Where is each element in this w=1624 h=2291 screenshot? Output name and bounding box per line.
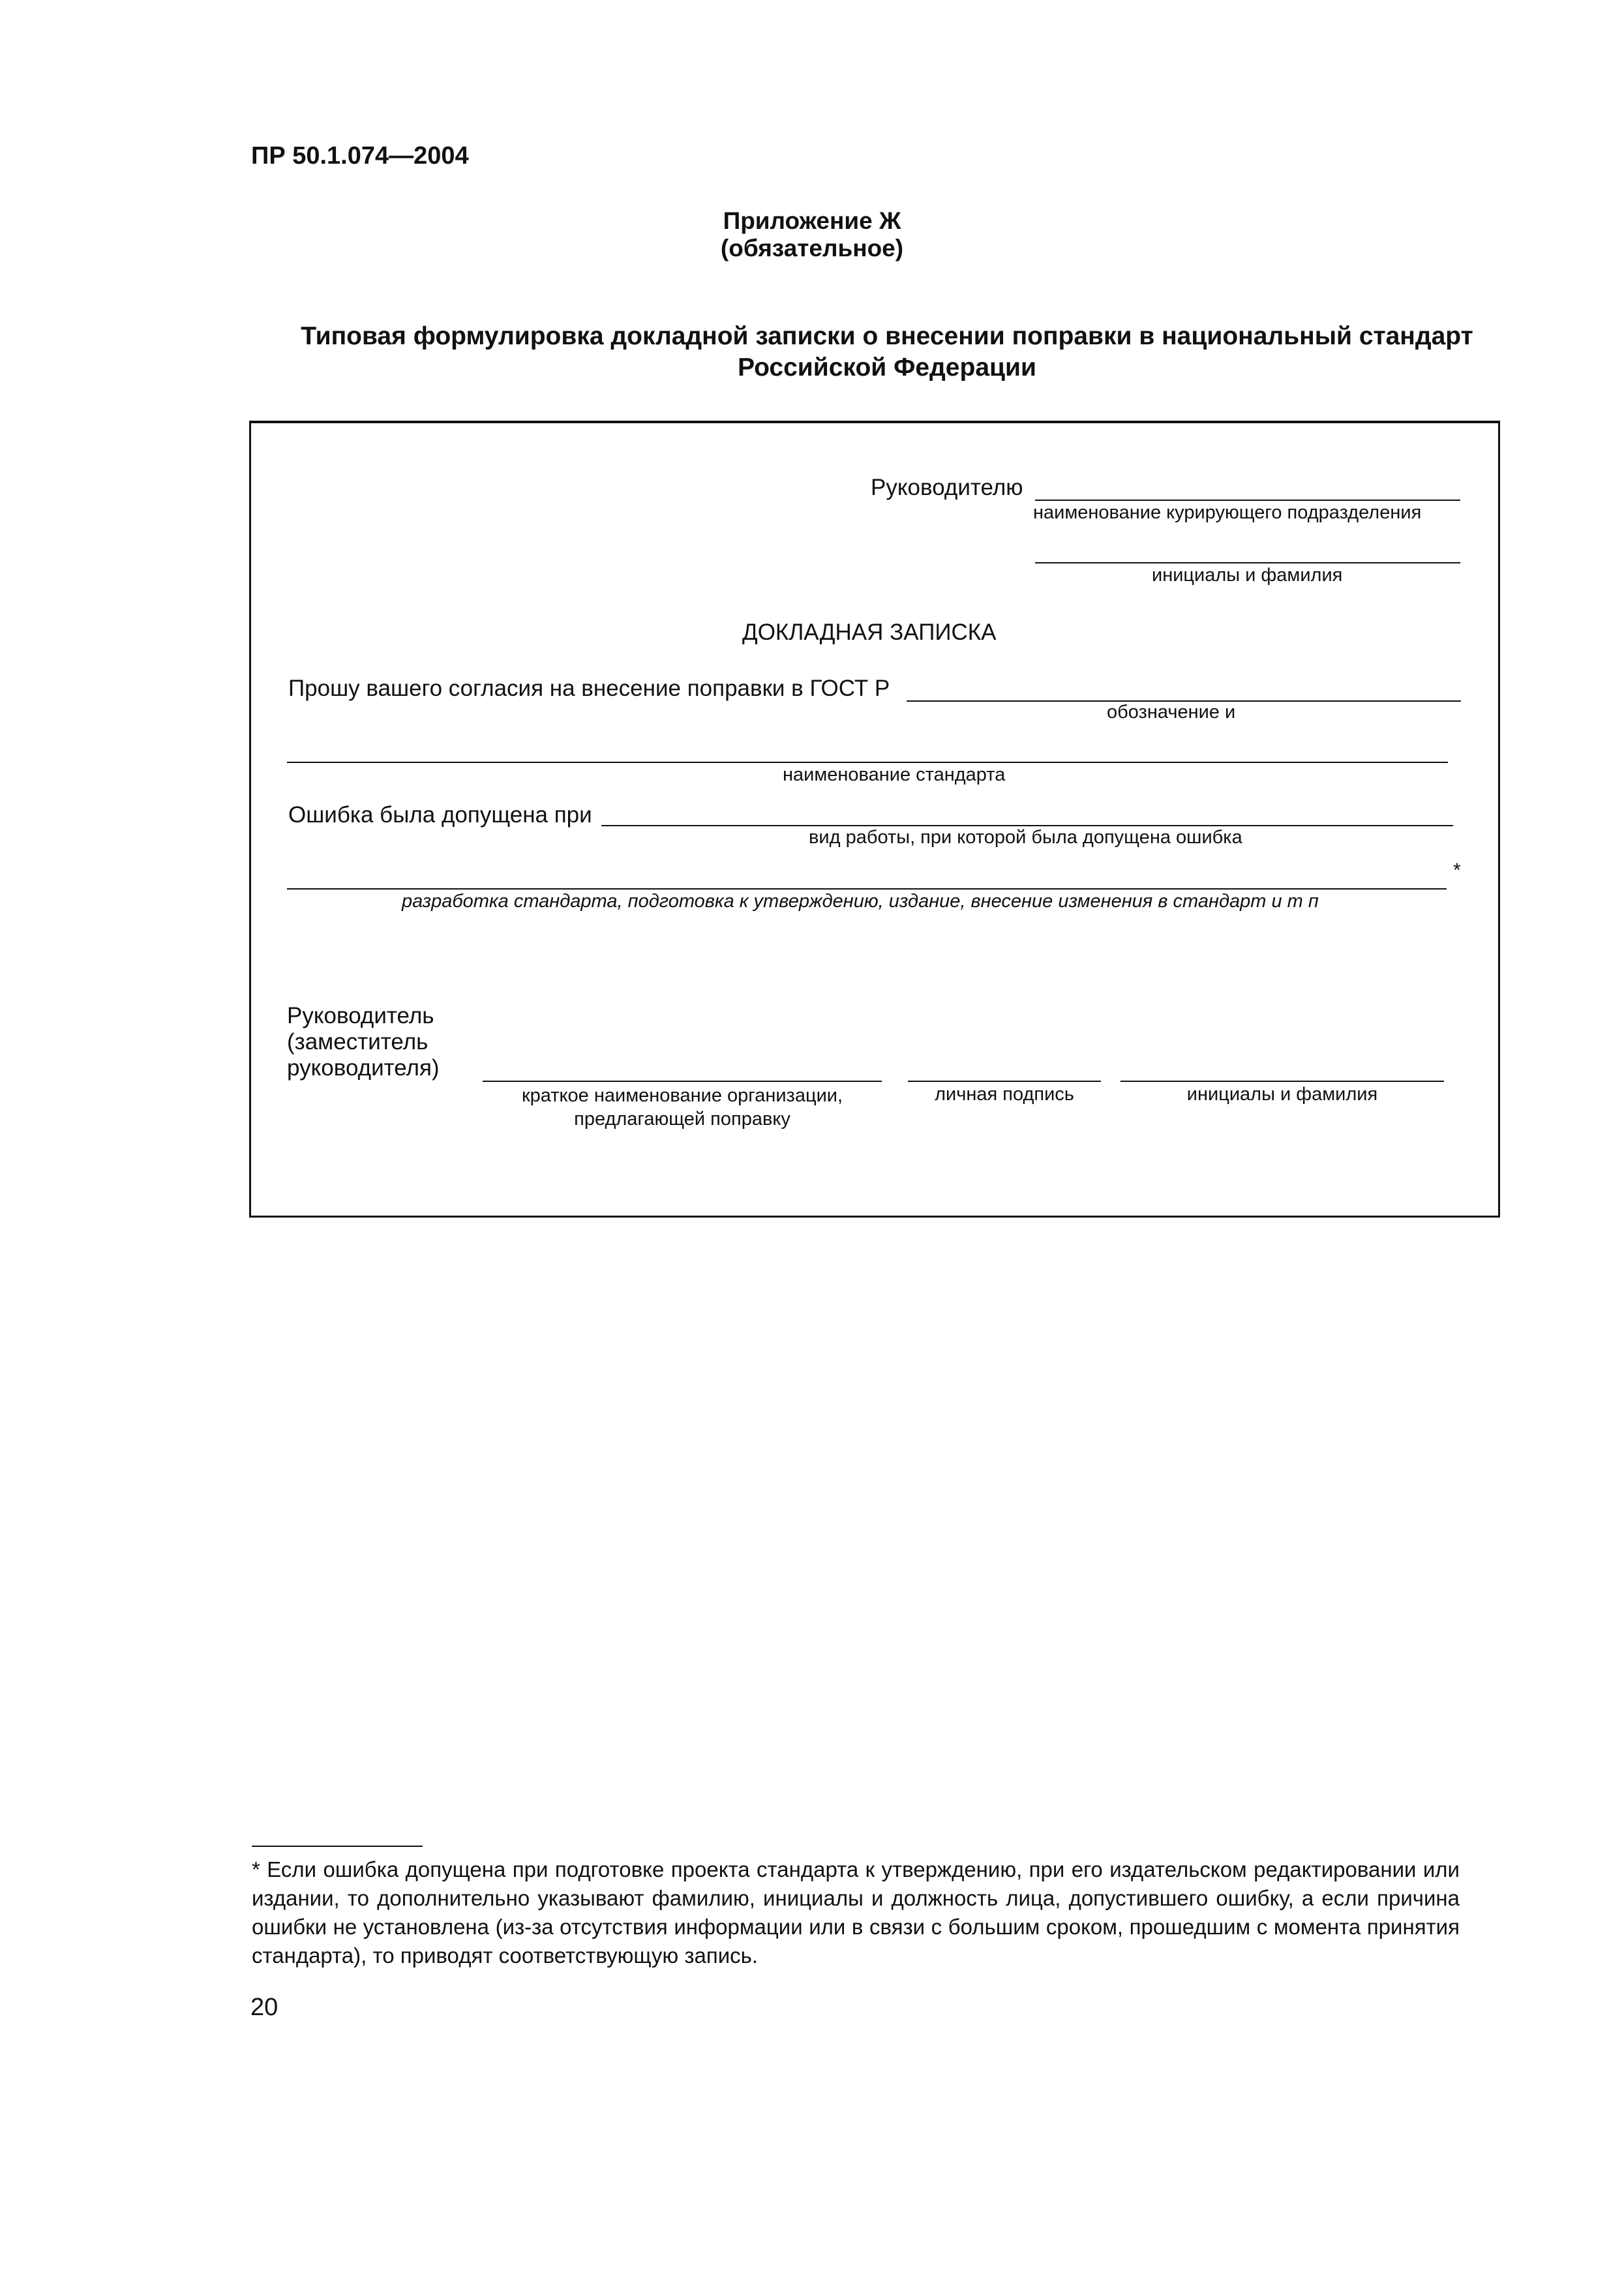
work-examples-line[interactable] <box>287 888 1447 890</box>
work-examples-caption: разработка стандарта, подготовка к утверждению, издание, внесение изменения в стандарт и т п <box>402 891 1319 912</box>
appendix-status: (обязательное) <box>720 235 904 262</box>
error-label: Ошибка была допущена при <box>288 802 592 828</box>
work-type-line[interactable] <box>601 825 1453 826</box>
signature-caption: личная подпись <box>935 1084 1074 1105</box>
organization-line[interactable] <box>483 1081 882 1082</box>
main-title-line-2: Российской Федерации <box>738 353 1036 382</box>
page-number: 20 <box>250 1994 278 2021</box>
work-type-caption: вид работы, при которой была допущена ошибка <box>809 827 1242 848</box>
signer-initials-caption: инициалы и фамилия <box>1186 1084 1378 1105</box>
main-title-line-1: Типовая формулировка докладной записки о внесении поправки в национальный стандарт <box>301 322 1473 350</box>
signer-label-line-3: руководителя) <box>287 1055 440 1081</box>
signer-initials-line[interactable] <box>1120 1081 1444 1082</box>
organization-caption <box>483 1084 882 1131</box>
standard-designation-caption: обозначение и <box>1107 702 1236 723</box>
signer-label <box>287 1003 440 1081</box>
standard-name-caption: наименование стандарта <box>783 764 1006 785</box>
memo-title: ДОКЛАДНАЯ ЗАПИСКА <box>742 620 997 645</box>
addressee-initials-line[interactable] <box>1035 562 1460 563</box>
footnote-text: * Если ошибка допущена при подготовке проекта стандарта к утверждению, при его издательском редактировании или издании, то дополнительно указывают фамилию, инициалы и должность лица, допустившего ошибку, а если причина ошибки не установлена (из-за отсутствия информации или в связи с большим сроком, прошедшим с момента принятия стандарта), то приводят соответствующую запись. <box>252 1857 1460 1968</box>
appendix-title: Приложение Ж <box>723 207 901 234</box>
addressee-unit-caption: наименование курирующего подразделения <box>1033 502 1422 523</box>
addressee-label: Руководителю <box>871 475 1023 500</box>
request-text: Прошу вашего согласия на внесение поправки в ГОСТ Р <box>288 676 890 701</box>
signature-line[interactable] <box>908 1081 1101 1082</box>
footnote-separator <box>252 1846 423 1847</box>
signer-label-line-1: Руководитель <box>287 1003 434 1028</box>
footnote-marker: * <box>1453 860 1461 881</box>
signer-label-line-2: (заместитель <box>287 1029 429 1055</box>
organization-caption-line-1: краткое наименование организации, <box>521 1085 843 1106</box>
organization-caption-line-2: предлагающей поправку <box>574 1109 790 1130</box>
addressee-initials-caption: инициалы и фамилия <box>1152 565 1343 586</box>
main-title <box>248 321 1526 383</box>
addressee-unit-line[interactable] <box>1035 500 1460 501</box>
standard-name-line[interactable] <box>287 762 1448 763</box>
document-code: ПР 50.1.074—2004 <box>251 142 469 170</box>
